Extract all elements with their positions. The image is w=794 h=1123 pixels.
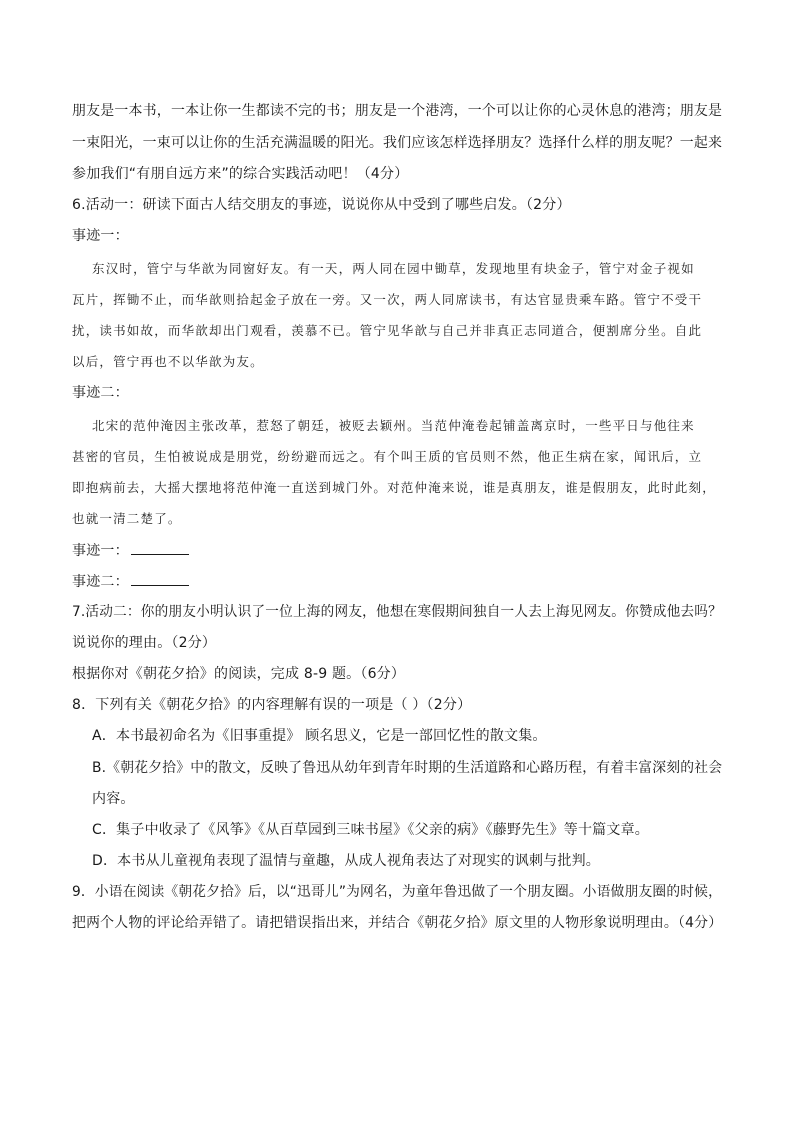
story-2-line-4: 也就一清二楚了。 [72, 511, 182, 526]
question-8-option-b-line-2: 内容。 [92, 791, 135, 807]
question-7-line-2: 说说你的理由。（2分） [72, 635, 217, 651]
intro-line-2: 一束阳光，一束可以让你的生活充满温暖的阳光。我们应该怎样选择朋友？选择什么样的朋友呢？一起来 [72, 135, 723, 151]
question-8-prompt: 8．下列有关《朝花夕拾》的内容理解有误的一项是（ ）（2分） [72, 697, 472, 713]
answer-1-label: 事迹一： [72, 543, 129, 559]
answer-1-blank [131, 540, 189, 555]
story-2-line-3: 即抱病前去，大摇大摆地将范仲淹一直送到城门外。对范仲淹来说，谁是真朋友，谁是假朋友，此时此刻， [72, 480, 716, 495]
story-2-line-1: 北宋的范仲淹因主张改革，惹怒了朝廷，被贬去颖州。当范仲淹卷起铺盖离京时，一些平日与他往来 [92, 418, 695, 433]
question-8-option-c: C．集子中收录了《风筝》《从百草园到三味书屋》《父亲的病》《藤野先生》等十篇文章。 [92, 822, 649, 838]
story-1-line-2: 瓦片，挥锄不止，而华歆则拾起金子放在一旁。又一次，两人同席读书，有达官显贵乘车路。管宁不受干 [72, 292, 703, 307]
question-6-prompt: 6.活动一：研读下面古人结交朋友的事迹，说说你从中受到了哪些启发。（2分） [72, 197, 571, 213]
question-9-line-1: 9．小语在阅读《朝花夕拾》后，以“迅哥儿”为网名，为童年鲁迅做了一个朋友圈。小语做朋友圈的时候， [72, 884, 723, 900]
question-8-option-a: A．本书最初命名为《旧事重提》 顾名思义，它是一部回忆性的散文集。 [92, 728, 547, 744]
question-7-line-1: 7.活动二：你的朋友小明认识了一位上海的网友，他想在寒假期间独自一人去上海见网友。你赞成他去吗？ [72, 604, 722, 620]
reading-intro: 根据你对《朝花夕拾》的阅读，完成 8-9 题。（6分） [72, 666, 406, 682]
story-1-line-1: 东汉时，管宁与华歆为同窗好友。有一天，两人同在园中锄草，发现地里有块金子，管宁对金子视如 [92, 261, 695, 276]
question-8-option-d: D．本书从儿童视角表现了温情与童趣，从成人视角表达了对现实的讽刺与批判。 [92, 853, 600, 869]
story-1-line-4: 以后，管宁再也不以华歆为友。 [72, 354, 264, 369]
answer-2-line [72, 571, 189, 592]
intro-line-3: 参加我们“有朋自远方来”的综合实践活动吧！（4分） [72, 166, 409, 182]
story-2-label: 事迹二： [72, 385, 129, 401]
intro-line-1: 朋友是一本书，一本让你一生都读不完的书；朋友是一个港湾，一个可以让你的心灵休息的港湾；朋友是 [72, 103, 723, 119]
answer-2-label: 事迹二： [72, 574, 129, 590]
story-1-line-3: 扰，读书如故，而华歆却出门观看，羡慕不已。管宁见华歆与自己并非真正志同道合，便割席分坐。自此 [72, 323, 703, 338]
answer-1-line [72, 540, 189, 561]
question-9-line-2: 把两个人物的评论给弄错了。请把错误指出来，并结合《朝花夕拾》原文里的人物形象说明理由。（4分） [72, 915, 723, 931]
story-2-line-2: 甚密的官员，生怕被说成是朋党，纷纷避而远之。有个叫王质的官员则不然，他正生病在家，闻讯后，立 [72, 449, 703, 464]
question-8-option-b-line-1: B.《朝花夕拾》中的散文，反映了鲁迅从幼年到青年时期的生活道路和心路历程，有着丰富深刻的社会 [92, 760, 723, 776]
story-1-label: 事迹一： [72, 228, 129, 244]
answer-2-blank [131, 571, 189, 586]
